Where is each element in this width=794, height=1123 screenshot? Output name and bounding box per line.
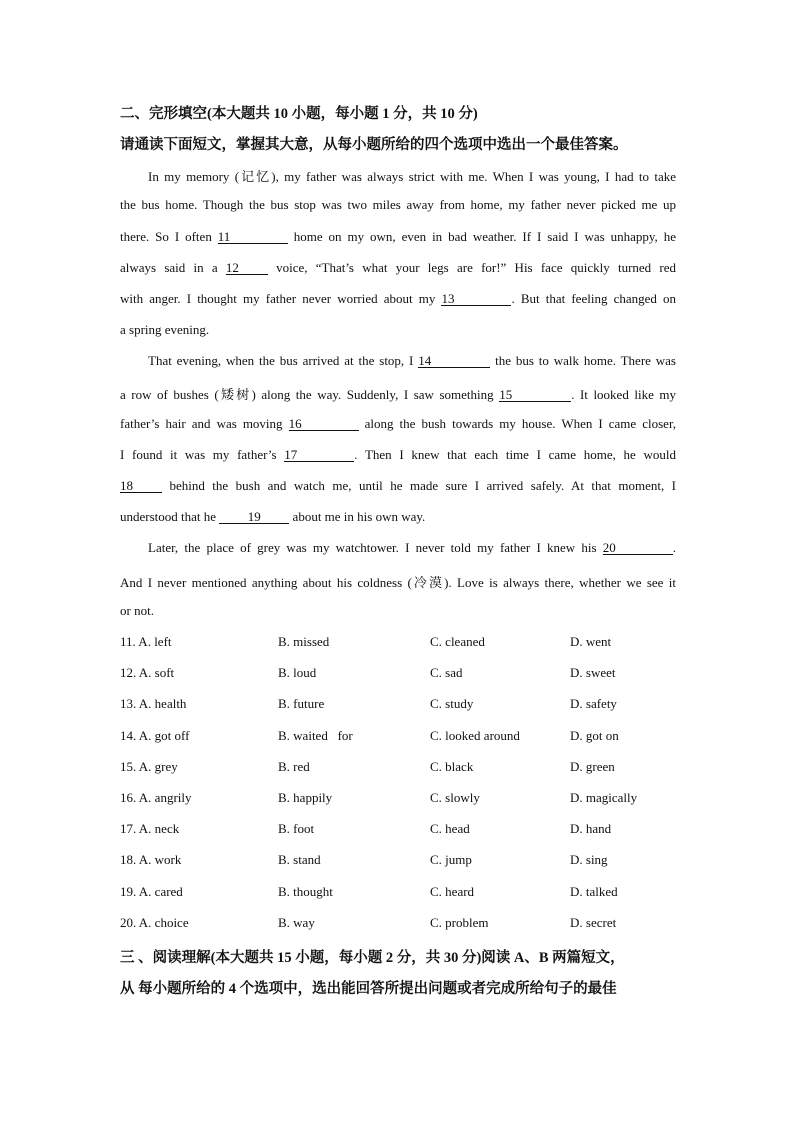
question-options-15 <box>120 759 676 775</box>
option-d[interactable]: D. got on <box>570 728 619 743</box>
option-a[interactable]: 16. A. angrily <box>120 790 192 805</box>
option-b[interactable]: B. red <box>278 759 310 774</box>
option-b[interactable]: B. loud <box>278 665 317 680</box>
option-b[interactable]: B. foot <box>278 821 315 836</box>
blank-19[interactable]: 19 <box>219 510 289 524</box>
option-b[interactable]: B. future <box>278 696 325 711</box>
section2-heading: 二、完形填空(本大题共 10 小题，每小题 1 分，共 10 分) <box>120 106 478 122</box>
passage-line: 18 behind the bush and watch me, until he made sure I arrived safely. At that moment, I <box>120 478 676 493</box>
passage-line: always said in a 12 voice, “That’s what your legs are for!” His face quickly turned red <box>120 260 676 275</box>
option-d[interactable]: D. went <box>570 634 612 649</box>
passage-line: father’s hair and was moving 16 along the bush towards my house. When I came closer, <box>120 416 676 431</box>
question-options-11 <box>120 634 676 650</box>
passage-line: there. So I often 11 home on my own, even in bad weather. If I said I was unhappy, he <box>120 229 676 244</box>
option-b[interactable]: B. thought <box>278 884 333 899</box>
option-b[interactable]: B. happily <box>278 790 333 805</box>
passage-line: with anger. I thought my father never worried about my 13 . But that feeling changed on <box>120 291 676 306</box>
passage-line: the bus home. Though the bus stop was two miles away from home, my father never picked me up <box>120 197 676 212</box>
option-d[interactable]: D. secret <box>570 915 617 930</box>
blank-16[interactable]: 16 <box>289 417 359 431</box>
option-a[interactable]: 11. A. left <box>120 634 172 649</box>
option-c[interactable]: C. heard <box>430 884 475 899</box>
question-options-13 <box>120 696 676 712</box>
passage-line: Later, the place of grey was my watchtower. I never told my father I knew his 20 . <box>148 540 676 555</box>
passage-line: In my memory (记忆), my father was always strict with me. When I was young, I had to take <box>148 169 676 184</box>
option-d[interactable]: D. sweet <box>570 665 616 680</box>
section3-heading: 三 、阅读理解(本大题共 15 小题，每小题 2 分，共 30 分)阅读 A、B 两篇短文， <box>120 950 625 966</box>
blank-15[interactable]: 15 <box>499 388 571 402</box>
passage-line: That evening, when the bus arrived at the stop, I 14 the bus to walk home. There was <box>148 353 676 368</box>
option-c[interactable]: C. sad <box>430 665 463 680</box>
option-b[interactable]: B. stand <box>278 852 321 867</box>
blank-14[interactable]: 14 <box>418 354 490 368</box>
option-a[interactable]: 12. A. soft <box>120 665 175 680</box>
passage-line: a spring evening. <box>120 322 210 337</box>
option-a[interactable]: 18. A. work <box>120 852 182 867</box>
blank-11[interactable]: 11 <box>218 230 288 244</box>
option-a[interactable]: 13. A. health <box>120 696 187 711</box>
passage-line: understood that he 19 about me in his own way. <box>120 509 426 524</box>
option-d[interactable]: D. hand <box>570 821 612 836</box>
blank-13[interactable]: 13 <box>441 292 511 306</box>
option-c[interactable]: C. looked around <box>430 728 520 743</box>
blank-17[interactable]: 17 <box>284 448 354 462</box>
option-c[interactable]: C. black <box>430 759 474 774</box>
question-options-17 <box>120 821 676 837</box>
option-d[interactable]: D. talked <box>570 884 618 899</box>
question-options-14 <box>120 728 676 744</box>
passage-line: a row of bushes (矮树) along the way. Suddenly, I saw something 15 . It looked like my <box>120 387 677 402</box>
blank-20[interactable]: 20 <box>603 541 673 555</box>
option-d[interactable]: D. green <box>570 759 615 774</box>
option-d[interactable]: D. magically <box>570 790 638 805</box>
option-c[interactable]: C. jump <box>430 852 472 867</box>
passage-line: I found it was my father’s 17 . Then I knew that each time I came home, he would <box>120 447 676 462</box>
question-options-18 <box>120 852 676 868</box>
option-a[interactable]: 19. A. cared <box>120 884 183 899</box>
passage-line: or not. <box>120 603 154 618</box>
blank-12[interactable]: 12 <box>226 261 268 275</box>
option-c[interactable]: C. problem <box>430 915 489 930</box>
option-a[interactable]: 20. A. choice <box>120 915 189 930</box>
option-d[interactable]: D. sing <box>570 852 608 867</box>
question-options-12 <box>120 665 676 681</box>
section3-heading-continued: 从 每小题所给的 4 个选项中，选出能回答所提出问题或者完成所给句子的最佳 <box>120 981 617 997</box>
option-a[interactable]: 17. A. neck <box>120 821 180 836</box>
section2-instruction: 请通读下面短文，掌握其大意，从每小题所给的四个选项中选出一个最佳答案。 <box>120 137 628 153</box>
option-b[interactable]: B. missed <box>278 634 330 649</box>
option-c[interactable]: C. head <box>430 821 470 836</box>
option-a[interactable]: 14. A. got off <box>120 728 190 743</box>
question-options-16 <box>120 790 676 806</box>
option-b[interactable]: B. waited for <box>278 728 353 743</box>
option-d[interactable]: D. safety <box>570 696 617 711</box>
passage-line: And I never mentioned anything about his coldness (冷漠). Love is always there, whether we see it <box>120 575 676 590</box>
question-options-19 <box>120 884 676 900</box>
option-b[interactable]: B. way <box>278 915 315 930</box>
option-c[interactable]: C. cleaned <box>430 634 485 649</box>
question-options-20 <box>120 915 676 931</box>
blank-18[interactable]: 18 <box>120 479 162 493</box>
option-c[interactable]: C. study <box>430 696 474 711</box>
option-c[interactable]: C. slowly <box>430 790 480 805</box>
option-a[interactable]: 15. A. grey <box>120 759 178 774</box>
